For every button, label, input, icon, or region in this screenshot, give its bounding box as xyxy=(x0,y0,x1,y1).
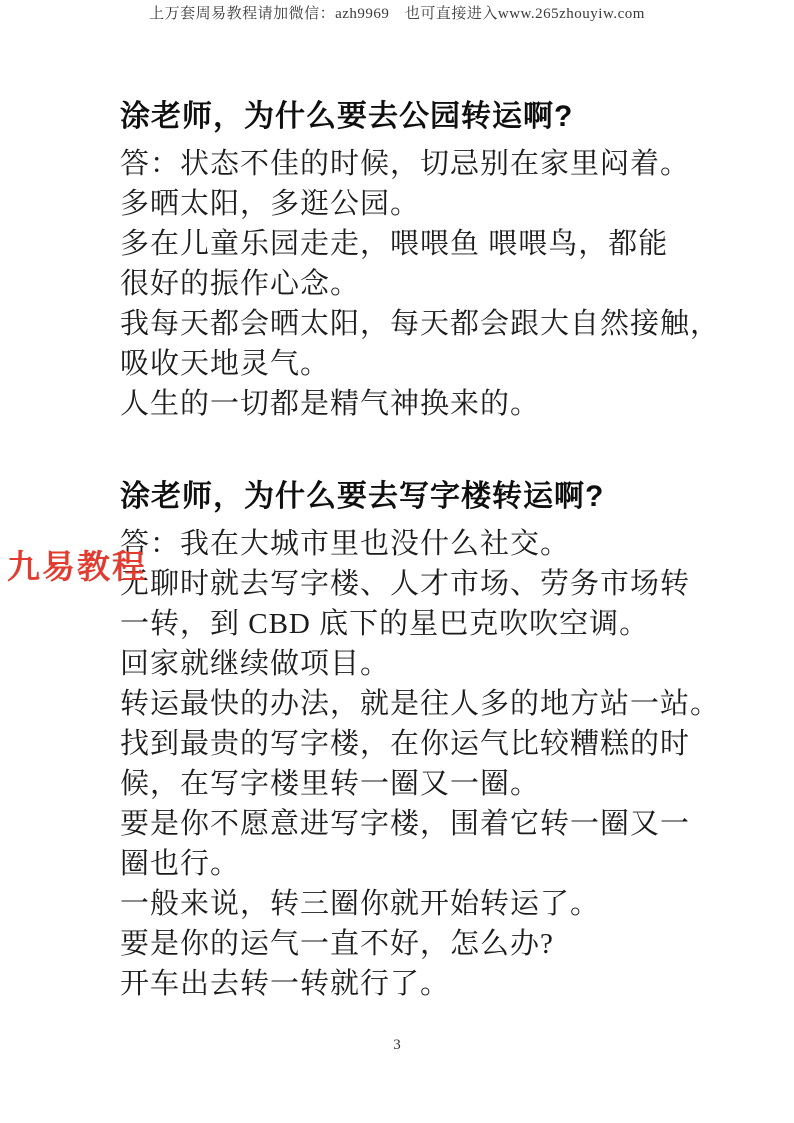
section-office-building xyxy=(120,474,720,1004)
body-line: 很好的振作心念。 xyxy=(120,268,361,300)
body-line: 答：我在大城市里也没什么社交。 xyxy=(120,528,571,560)
body-line: 答：状态不佳的时候，切忌别在家里闷着。 xyxy=(120,148,691,180)
body-line: 要是你不愿意进写字楼，围着它转一圈又一 xyxy=(120,808,691,840)
body-line: 回家就继续做项目。 xyxy=(120,648,391,680)
body-line: 吸收天地灵气。 xyxy=(120,348,331,380)
body-line: 开车出去转一转就行了。 xyxy=(120,968,451,1000)
section-heading: 涂老师，为什么要去写字楼转运啊? xyxy=(120,480,605,513)
body-line: 无聊时就去写字楼、人才市场、劳务市场转 xyxy=(120,568,691,600)
promo-header-text: 上万套周易教程请加微信：azh9969 也可直接进入www.265zhouyiw.com xyxy=(149,6,645,22)
body-line: 一般来说，转三圈你就开始转运了。 xyxy=(120,888,601,920)
body-line: 要是你的运气一直不好，怎么办? xyxy=(120,928,554,960)
body-line: 多在儿童乐园走走，喂喂鱼 喂喂鸟，都能 xyxy=(120,228,669,260)
body-line: 多晒太阳，多逛公园。 xyxy=(120,188,421,220)
section-park xyxy=(120,94,720,424)
body-line: 候，在写字楼里转一圈又一圈。 xyxy=(120,768,541,800)
watermark-logo: 九易教程 xyxy=(7,548,147,585)
body-line: 一转，到 CBD 底下的星巴克吹吹空调。 xyxy=(120,608,650,640)
body-line: 找到最贵的写字楼，在你运气比较糟糕的时 xyxy=(120,728,691,760)
page-content xyxy=(120,94,720,1004)
body-line: 圈也行。 xyxy=(120,848,241,880)
body-line: 转运最快的办法，就是往人多的地方站一站。 xyxy=(120,688,721,720)
section-heading: 涂老师，为什么要去公园转运啊? xyxy=(120,100,574,133)
page-number: 3 xyxy=(393,1037,401,1053)
body-line: 我每天都会晒太阳，每天都会跟大自然接触， xyxy=(120,308,721,340)
body-line: 人生的一切都是精气神换来的。 xyxy=(120,388,541,420)
